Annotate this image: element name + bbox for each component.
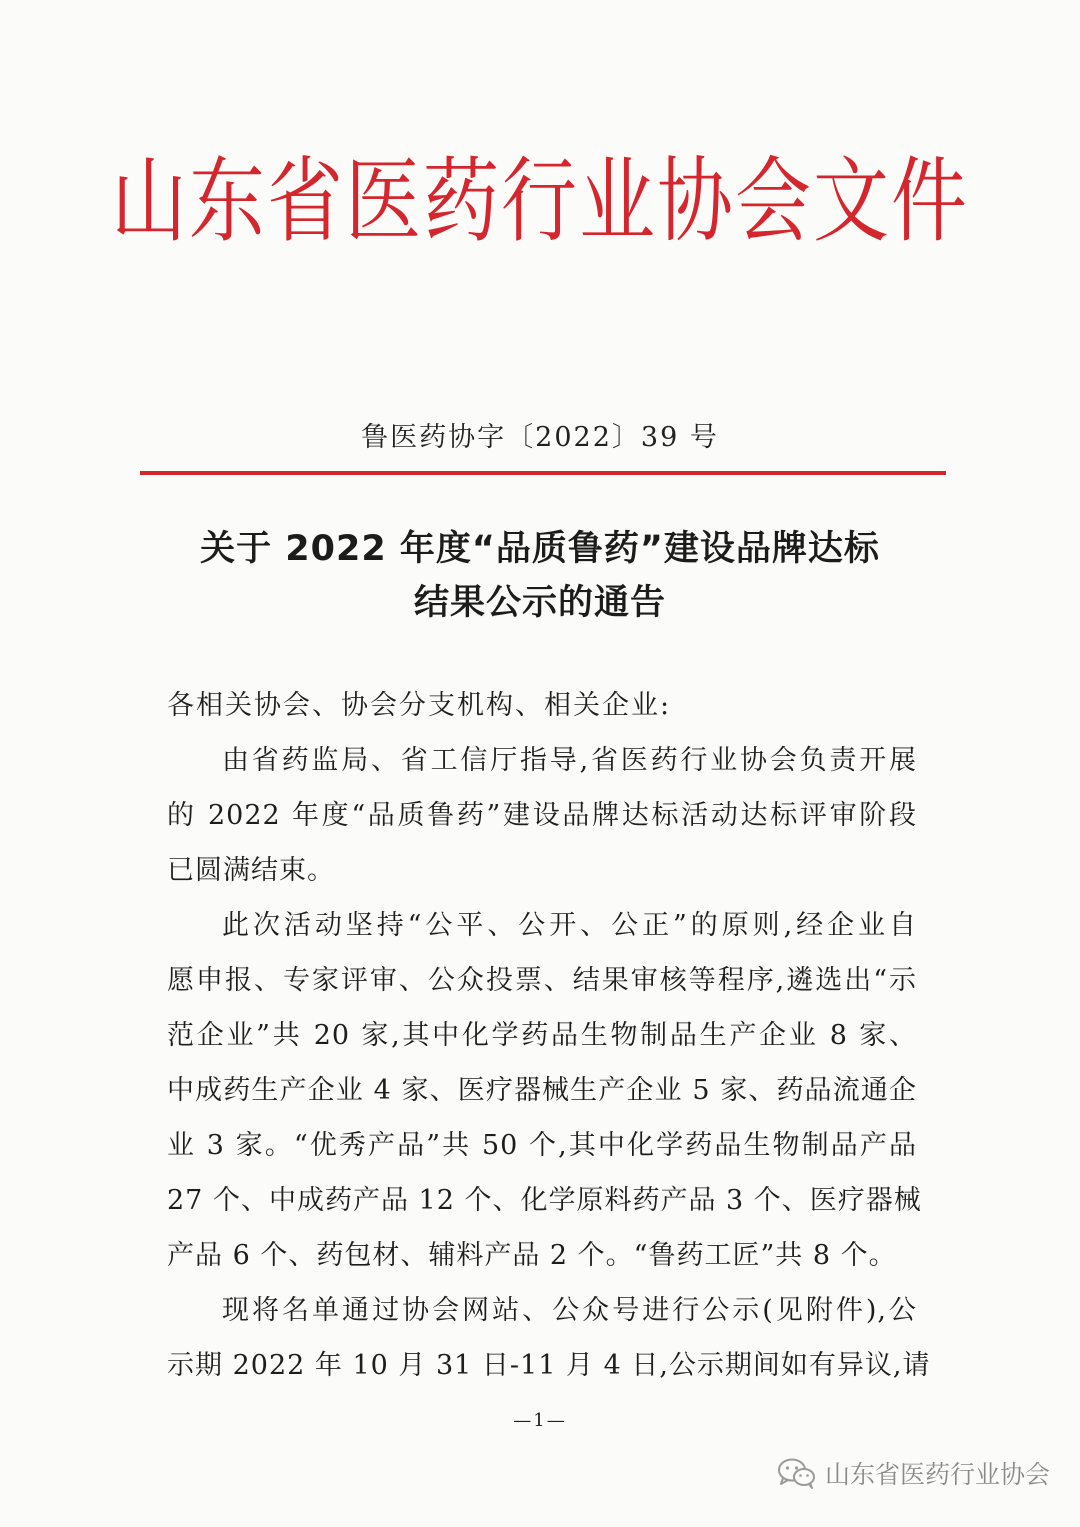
body-line: 范企业”共 20 家,其中化学药品生物制品生产企业 8 家、: [167, 1020, 917, 1051]
notice-title-line-1: 关于 2022 年度“品质鲁药”建设品牌达标: [200, 529, 880, 569]
document-number: 鲁医药协字〔2022〕39 号: [361, 422, 719, 453]
body-line: 的 2022 年度“品质鲁药”建设品牌达标活动达标评审阶段: [167, 800, 917, 831]
body-line: 示期 2022 年 10 月 31 日-11 月 4 日,公示期间如有异议,请: [167, 1350, 931, 1381]
notice-title-line-2: 结果公示的通告: [413, 583, 666, 623]
watermark-text: 山东省医药行业协会: [824, 1460, 1050, 1489]
salutation: 各相关协会、协会分支机构、相关企业:: [167, 690, 672, 721]
body-line: 由省药监局、省工信厅指导,省医药行业协会负责开展: [222, 745, 917, 776]
wechat-watermark: [777, 1455, 1050, 1491]
body-line: 业 3 家。“优秀产品”共 50 个,其中化学药品生物制品产品: [167, 1130, 917, 1161]
red-divider-line: [140, 471, 946, 475]
wechat-icon: [777, 1457, 817, 1489]
body-line: 27 个、中成药产品 12 个、化学原料药产品 3 个、医疗器械: [167, 1185, 922, 1216]
notice-title: [0, 522, 1080, 630]
body-line: 中成药生产企业 4 家、医疗器械生产企业 5 家、药品流通企: [167, 1075, 917, 1106]
document-header-title: 山东省医药行业协会文件: [111, 146, 969, 255]
body-line: 现将名单通过协会网站、公众号进行公示(见附件),公: [222, 1295, 917, 1326]
body-line: 愿申报、专家评审、公众投票、结果审核等程序,遴选出“示: [167, 965, 917, 996]
body-line: 此次活动坚持“公平、公开、公正”的原则,经企业自: [222, 910, 917, 941]
body-line: 产品 6 个、药包材、辅料产品 2 个。“鲁药工匠”共 8 个。: [167, 1240, 897, 1271]
body-line: 已圆满结束。: [167, 855, 335, 886]
page-number: —1—: [513, 1410, 567, 1431]
